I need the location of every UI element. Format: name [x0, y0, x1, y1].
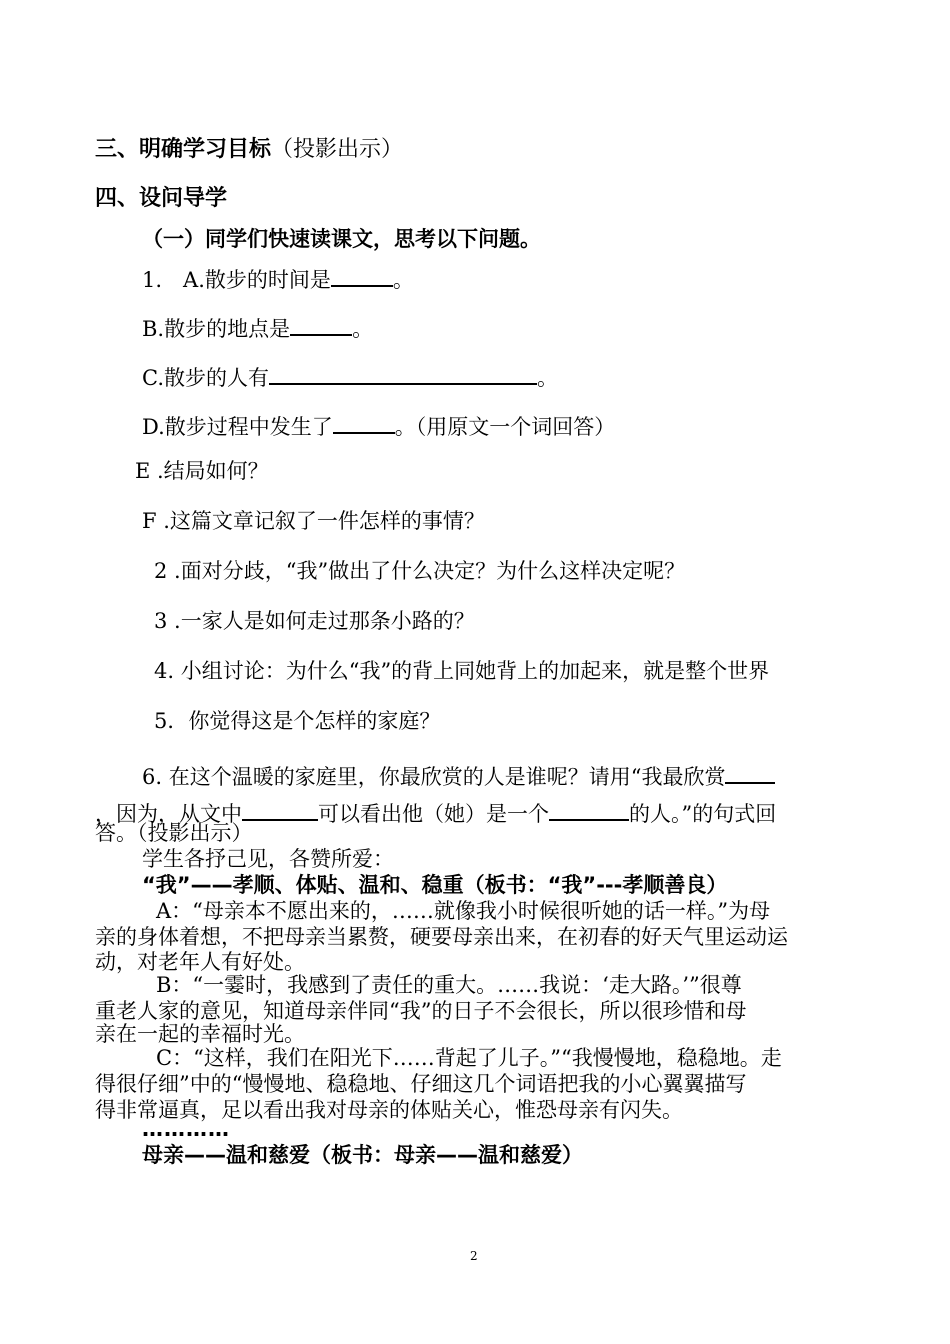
blank-time — [331, 265, 393, 287]
blank-place — [290, 314, 352, 336]
question-1c: C.散步的人有 。 — [142, 363, 558, 389]
question-6-line-1: 6. 在这个温暖的家庭里，你最欣赏的人是谁呢？请用“我最欣赏 — [142, 762, 775, 788]
answer-b-line-3: 亲在一起的幸福时光。 — [95, 1022, 305, 1046]
question-1f: F .这篇文章记叙了一件怎样的事情？ — [142, 509, 485, 533]
question-3: 3 .一家人是如何走过那条小路的？ — [154, 609, 475, 633]
answer-b-line-1: B：“一霎时，我感到了责任的重大。……我说：‘走大路。’”很尊 — [156, 973, 742, 997]
question-5: 5．你觉得这是个怎样的家庭？ — [154, 709, 441, 733]
question-1e: E .结局如何？ — [135, 459, 269, 483]
answer-c-line-2: 得很仔细”中的“慢慢地、稳稳地、仔细这几个词语把我的小心翼翼描写 — [95, 1072, 747, 1096]
question-6-line-2: ，因为，从文中 可以看出他（她）是一个 的人。”的句式回 — [95, 799, 776, 825]
answer-c-line-1: C：“这样，我们在阳光下……背起了儿子。”“我慢慢地，稳稳地。走 — [156, 1046, 782, 1070]
question-1d: D.散步过程中发生了 。（用原文一个词回答） — [142, 412, 615, 438]
blank-evidence — [242, 799, 318, 821]
answer-a-line-3: 动，对老年人有好处。 — [95, 950, 305, 974]
question-4: 4. 小组讨论：为什么“我”的背上同她背上的加起来，就是整个世界 — [154, 659, 770, 683]
blank-event — [333, 412, 395, 434]
question-1a: 1. A.散步的时间是 。 — [142, 265, 414, 291]
answer-a-line-2: 亲的身体着想，不把母亲当累赘，硬要母亲出来，在初春的好天气里运动运 — [95, 925, 788, 949]
question-2: 2 .面对分歧，“我”做出了什么决定？为什么这样决定呢？ — [154, 559, 686, 583]
subsection-1-heading: （一）同学们快速读课文，思考以下问题。 — [142, 227, 541, 251]
answer-b-line-2: 重老人家的意见，知道母亲伴同“我”的日子不会很长，所以很珍惜和母 — [95, 999, 747, 1023]
section-3-heading — [95, 139, 403, 161]
blank-trait — [549, 799, 629, 821]
mother-heading: 母亲——温和慈爱（板书：母亲——温和慈爱） — [142, 1143, 583, 1167]
answer-a-line-1: A：“母亲本不愿出来的，……就像我小时候很听她的话一样。”为母 — [156, 899, 771, 923]
section-4-heading: 四、设问导学 — [95, 186, 228, 211]
ellipsis: ………… — [142, 1117, 230, 1141]
answer-c-line-3: 得非常逼真，足以看出我对母亲的体贴关心，惟恐母亲有闪失。 — [95, 1098, 683, 1122]
me-heading: “我”——孝顺、体贴、温和、稳重（板书：“我”---孝顺善良） — [142, 873, 728, 897]
question-1b: B.散步的地点是 。 — [142, 314, 373, 340]
question-6-line-3: 答。（投影出示） — [95, 821, 253, 845]
blank-people — [269, 363, 537, 385]
blank-person — [725, 762, 775, 784]
page-number: 2 — [470, 1249, 478, 1263]
section-3-note: （投影出示） — [271, 137, 404, 162]
answers-intro: 学生各抒己见，各赞所爱： — [142, 847, 394, 871]
section-3-title: 三、明确学习目标 — [95, 137, 272, 162]
